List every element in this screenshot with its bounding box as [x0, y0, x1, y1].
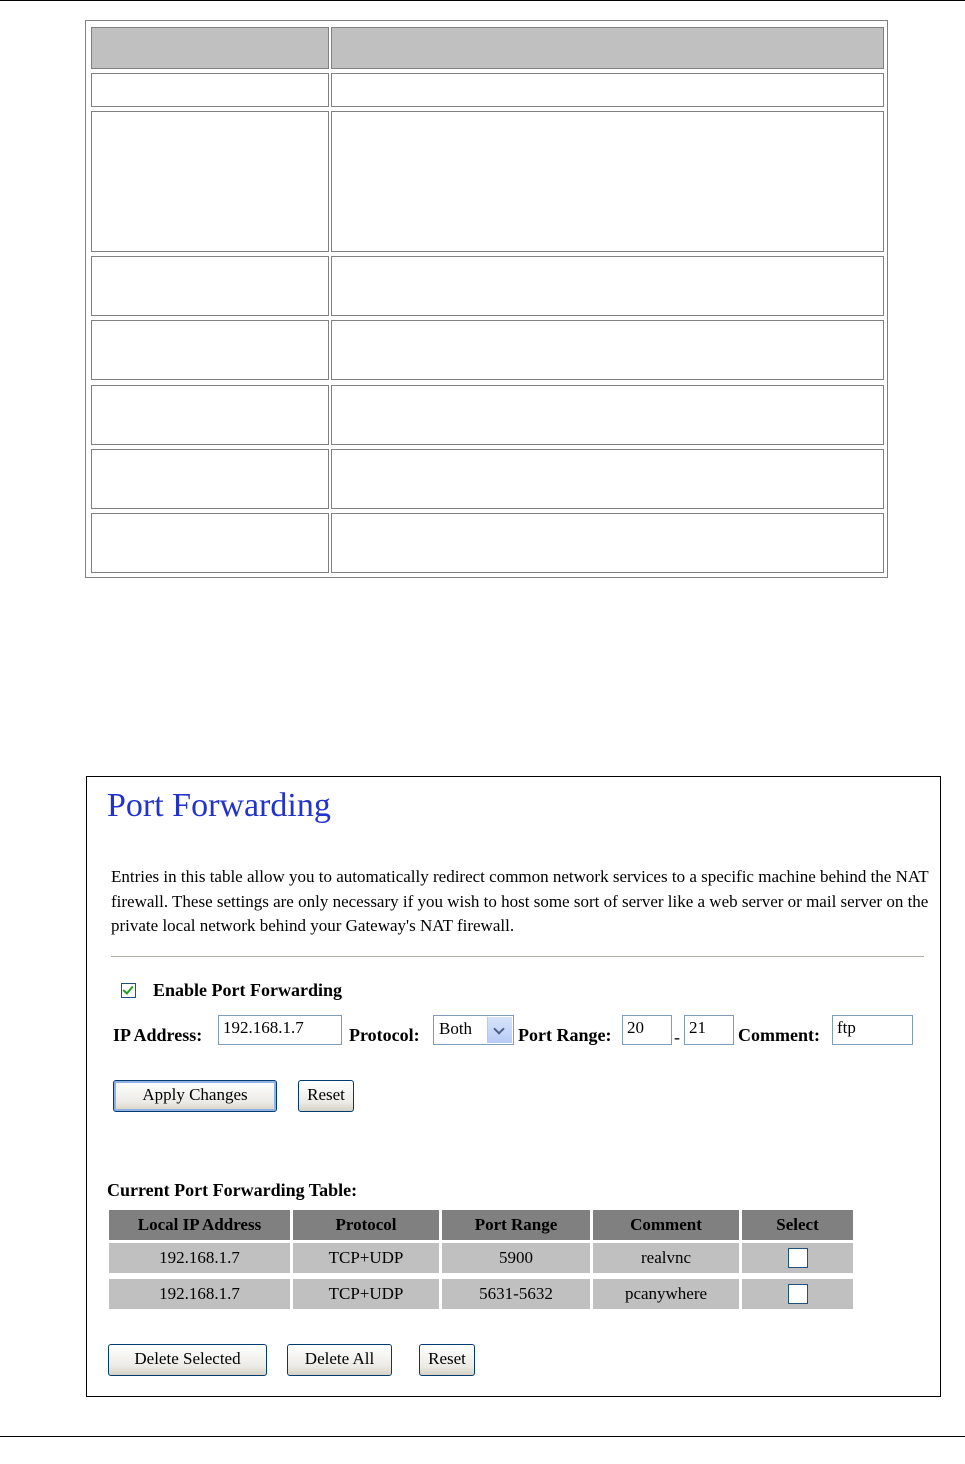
ip-address-label: IP Address:: [113, 1025, 203, 1045]
apply-changes-button[interactable]: Apply Changes: [113, 1080, 277, 1112]
table-row-2-range: 5631-5632: [442, 1279, 590, 1309]
table-cell: [331, 256, 884, 316]
table-row-2-ip: 192.168.1.7: [109, 1279, 290, 1309]
table-row-1-range: 5900: [442, 1243, 590, 1273]
current-table-title: Current Port Forwarding Table:: [107, 1180, 358, 1200]
protocol-label: Protocol:: [349, 1025, 420, 1045]
column-header-port-range: Port Range: [442, 1210, 590, 1240]
delete-all-button[interactable]: Delete All: [287, 1344, 392, 1376]
table-row-2-protocol: TCP+UDP: [293, 1279, 439, 1309]
table-row-1-ip: 192.168.1.7: [109, 1243, 290, 1273]
port-range-from-input[interactable]: 20: [622, 1015, 672, 1045]
enable-port-forwarding-label: Enable Port Forwarding: [153, 980, 342, 1000]
enable-port-forwarding-checkbox[interactable]: [121, 983, 136, 998]
divider: [111, 956, 924, 957]
table-header-cell: [331, 27, 884, 69]
table-cell: [91, 449, 329, 509]
table-cell: [91, 385, 329, 445]
ip-address-input[interactable]: 192.168.1.7: [218, 1015, 342, 1045]
column-header-protocol: Protocol: [293, 1210, 439, 1240]
table-cell: [331, 513, 884, 573]
table-cell: [91, 320, 329, 380]
table-cell: [91, 73, 329, 107]
column-header-comment: Comment: [593, 1210, 739, 1240]
page-description: Entries in this table allow you to automatically redirect common network services to a specific machine behind the NAT firewall. These settings are only necessary if you wish to host some sort of server like a web server or mail server on the private local network behind your Gateway's NAT firewall.: [111, 867, 929, 935]
port-forwarding-panel: [86, 776, 941, 1397]
row-2-select-checkbox[interactable]: [788, 1284, 808, 1304]
table-row-1-select-cell: [742, 1243, 853, 1273]
column-header-local-ip: Local IP Address: [109, 1210, 290, 1240]
comment-input[interactable]: ftp: [832, 1015, 913, 1045]
page-bottom-rule: [0, 1436, 965, 1437]
page-title: Port Forwarding: [107, 787, 331, 824]
table-cell: [91, 111, 329, 252]
reset-table-button[interactable]: Reset: [419, 1344, 475, 1376]
table-header-cell: [91, 27, 329, 69]
table-row-1-comment: realvnc: [593, 1243, 739, 1273]
reset-button[interactable]: Reset: [298, 1080, 354, 1112]
table-cell: [91, 513, 329, 573]
table-cell: [331, 73, 884, 107]
table-cell: [331, 111, 884, 252]
chevron-down-icon[interactable]: [487, 1017, 512, 1043]
delete-selected-button[interactable]: Delete Selected: [108, 1344, 267, 1376]
table-cell: [331, 320, 884, 380]
comment-label: Comment:: [738, 1025, 820, 1045]
table-row-2-comment: pcanywhere: [593, 1279, 739, 1309]
row-1-select-checkbox[interactable]: [788, 1248, 808, 1268]
description-table: [85, 20, 888, 578]
port-range-to-input[interactable]: 21: [684, 1015, 734, 1045]
column-header-select: Select: [742, 1210, 853, 1240]
table-cell: [91, 256, 329, 316]
table-row-2-select-cell: [742, 1279, 853, 1309]
port-range-label: Port Range:: [518, 1025, 612, 1045]
page-top-rule: [0, 0, 965, 1]
table-cell: [331, 449, 884, 509]
protocol-select[interactable]: [433, 1015, 514, 1045]
port-range-separator: -: [674, 1027, 680, 1047]
table-cell: [331, 385, 884, 445]
protocol-selected-value: Both: [439, 1019, 473, 1038]
table-row-1-protocol: TCP+UDP: [293, 1243, 439, 1273]
